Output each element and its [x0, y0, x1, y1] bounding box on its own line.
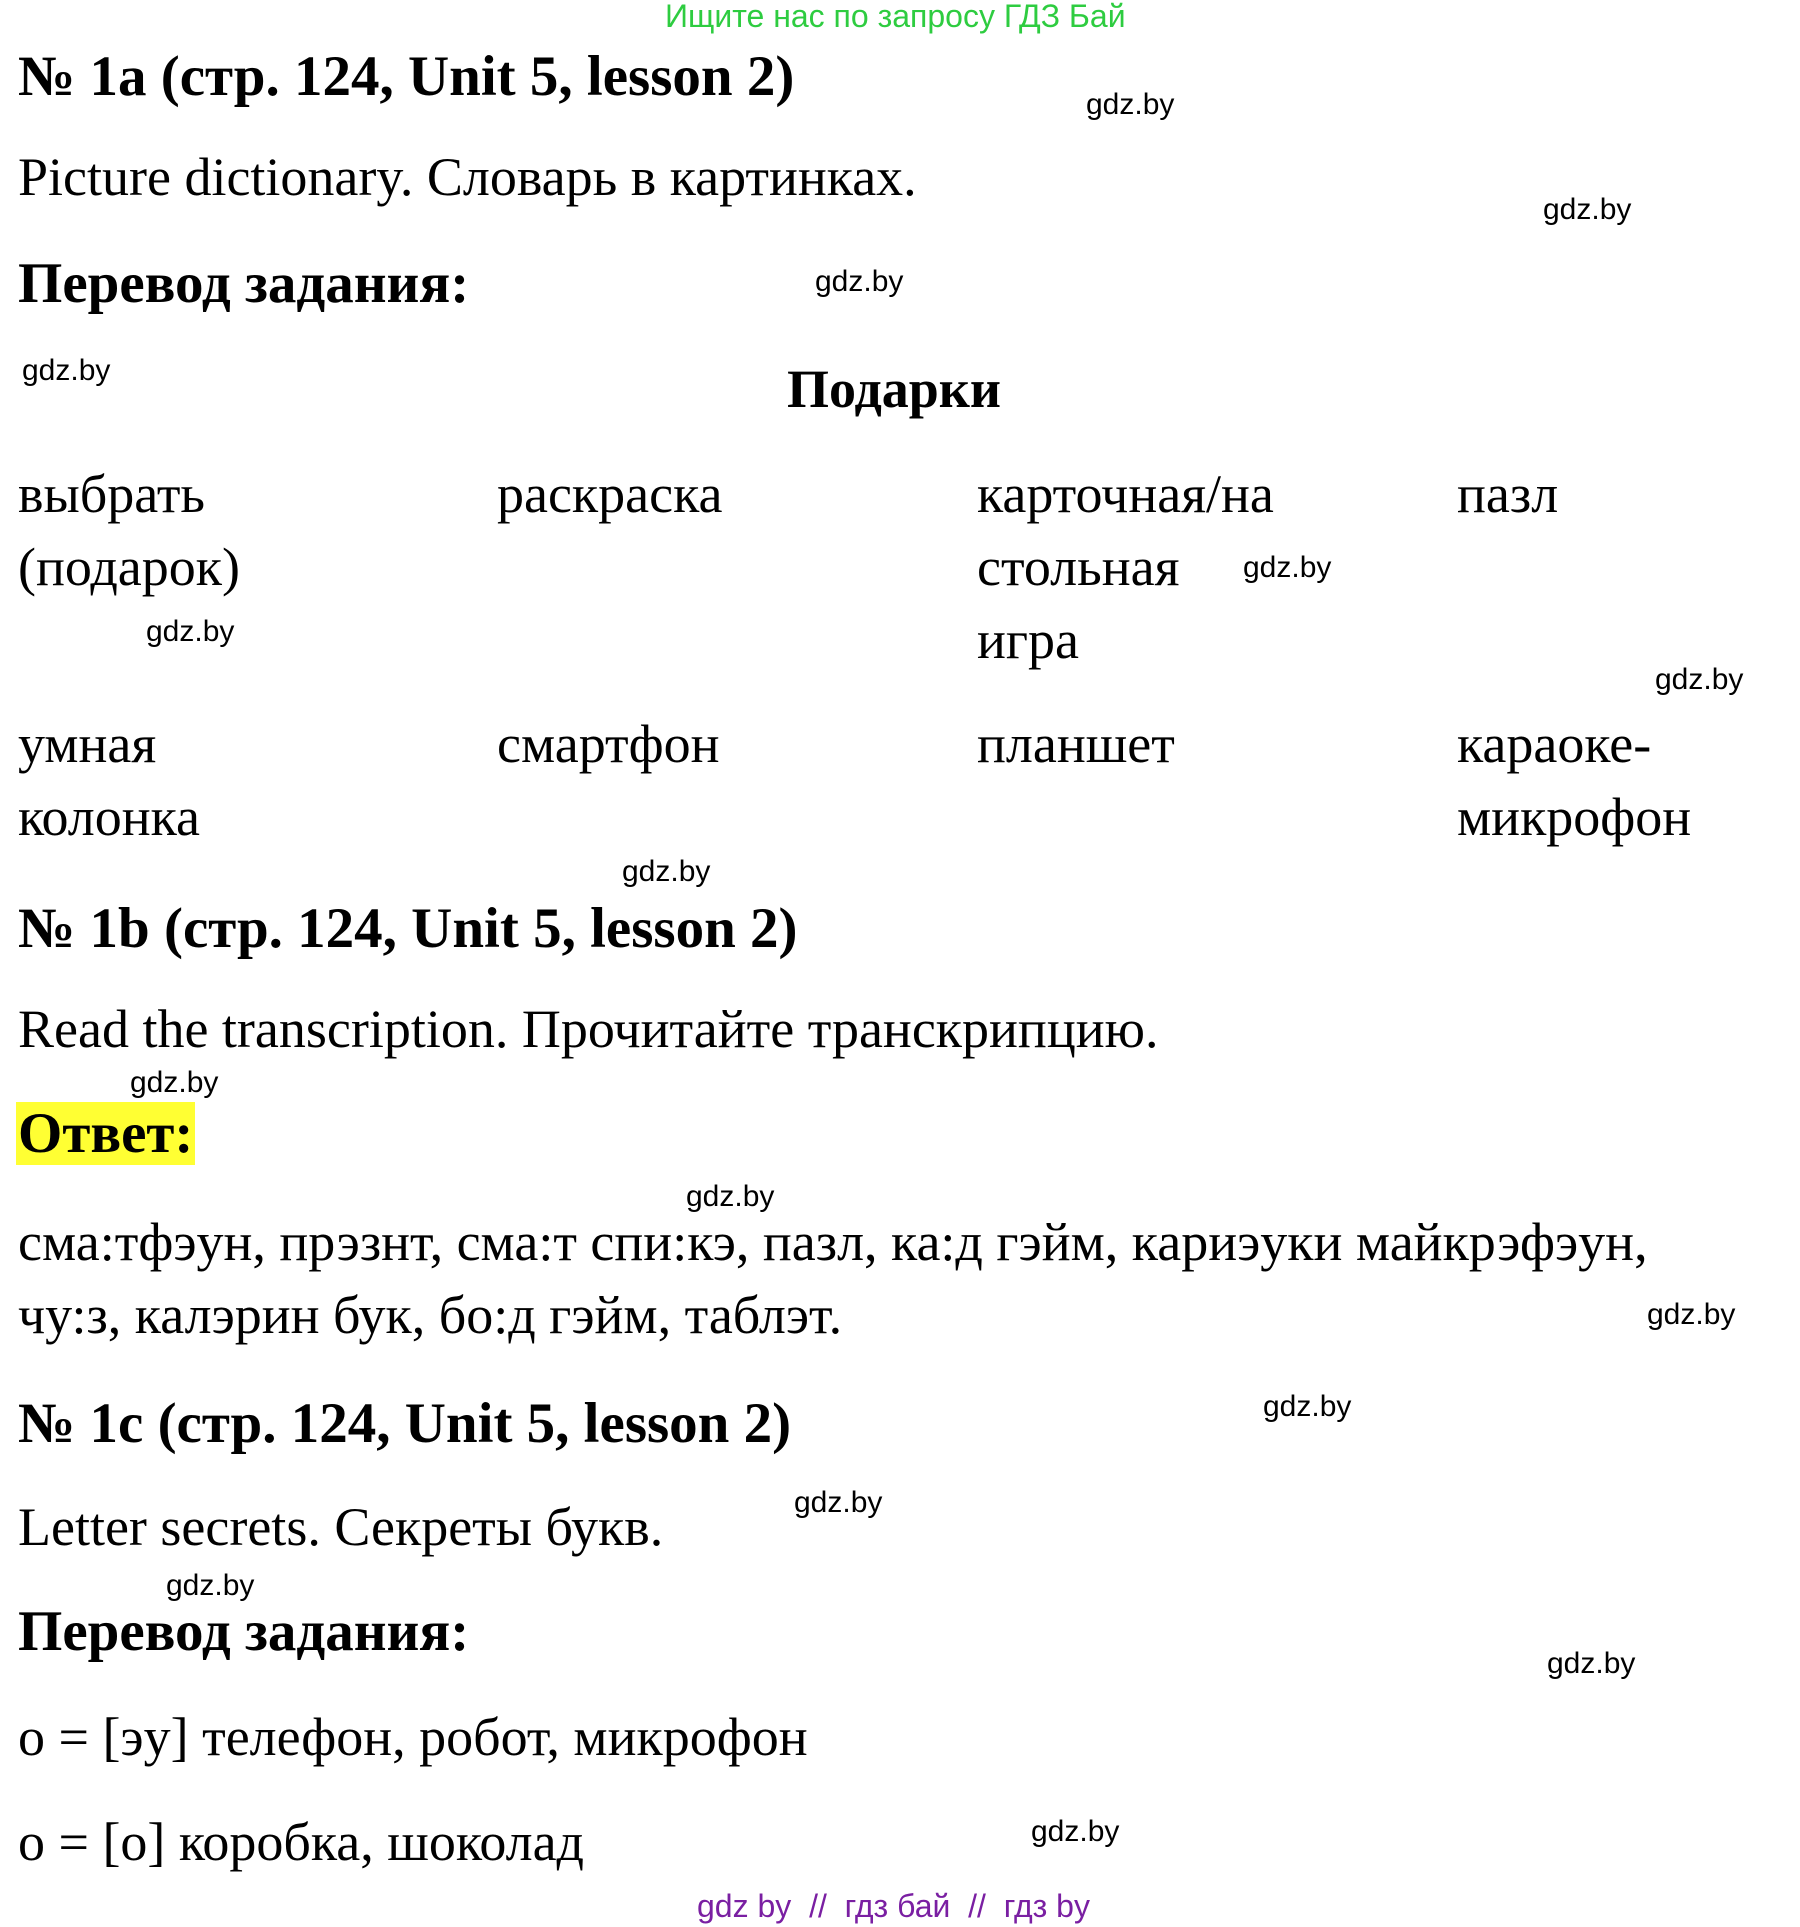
letter-rule-1: o = [эу] телефон, робот, микрофон: [18, 1707, 808, 1767]
letter-rule-2: o = [o] коробка, шоколад: [18, 1812, 585, 1872]
vocab-puzzle: пазл: [1457, 464, 1559, 524]
watermark: gdz.by: [794, 1486, 883, 1519]
answer-label-highlight: Ответ:: [18, 1102, 194, 1165]
answer-line-2: чу:з, калэрин бук, бо:д гэйм, таблэт.: [18, 1285, 843, 1345]
top-banner[interactable]: Ищите нас по запросу ГДЗ Бай: [665, 0, 1126, 34]
vocab-smartphone: смартфон: [497, 714, 720, 774]
watermark: gdz.by: [1543, 193, 1632, 226]
watermark: gdz.by: [22, 354, 111, 387]
bottom-banner[interactable]: gdz by // гдз бай // гдз by: [697, 1888, 1090, 1924]
watermark: gdz.by: [1263, 1390, 1352, 1423]
vocab-choose-line1: выбрать: [18, 464, 206, 524]
vocab-board-game-line2: стольная: [977, 537, 1180, 597]
section-1a-translation-label: Перевод задания:: [18, 252, 470, 315]
vocab-smart-speaker-line1: умная: [18, 714, 157, 774]
vocab-tablet: планшет: [977, 714, 1175, 774]
watermark: gdz.by: [166, 1569, 255, 1602]
section-1c-instruction: Letter secrets. Секреты букв.: [18, 1497, 664, 1557]
vocab-karaoke-line1: караоке-: [1457, 714, 1652, 774]
watermark: gdz.by: [1086, 88, 1175, 121]
answer-label: [16, 1102, 195, 1165]
watermark: gdz.by: [130, 1066, 219, 1099]
vocab-choose-line2: (подарок): [18, 537, 240, 597]
watermark: gdz.by: [1547, 1647, 1636, 1680]
section-1b-instruction: Read the transcription. Прочитайте транскрипцию.: [18, 999, 1159, 1059]
vocab-smart-speaker-line2: колонка: [18, 787, 201, 847]
gifts-title: Подарки: [787, 359, 1002, 419]
vocab-board-game-line3: игра: [977, 610, 1080, 670]
watermark: gdz.by: [1243, 551, 1332, 584]
section-1a-heading: № 1a (стр. 124, Unit 5, lesson 2): [18, 45, 795, 108]
answer-line-1: сма:тфэун, прэзнт, сма:т спи:кэ, пазл, ка:д гэйм, кариэуки майкрэфэун,: [18, 1212, 1648, 1272]
section-1c-heading: № 1c (стр. 124, Unit 5, lesson 2): [18, 1392, 792, 1455]
watermark: gdz.by: [622, 855, 711, 888]
watermark: gdz.by: [686, 1180, 775, 1213]
vocab-karaoke-line2: микрофон: [1457, 787, 1692, 847]
watermark: gdz.by: [815, 265, 904, 298]
section-1a-instruction: Picture dictionary. Словарь в картинках.: [18, 147, 917, 207]
watermark: gdz.by: [146, 615, 235, 648]
watermark: gdz.by: [1647, 1298, 1736, 1331]
section-1b-heading: № 1b (стр. 124, Unit 5, lesson 2): [18, 897, 798, 960]
vocab-board-game-line1: карточная/на: [977, 464, 1274, 524]
watermark: gdz.by: [1031, 1815, 1120, 1848]
section-1c-translation-label: Перевод задания:: [18, 1600, 470, 1663]
watermark: gdz.by: [1655, 663, 1744, 696]
vocab-coloring-book: раскраска: [497, 464, 723, 524]
